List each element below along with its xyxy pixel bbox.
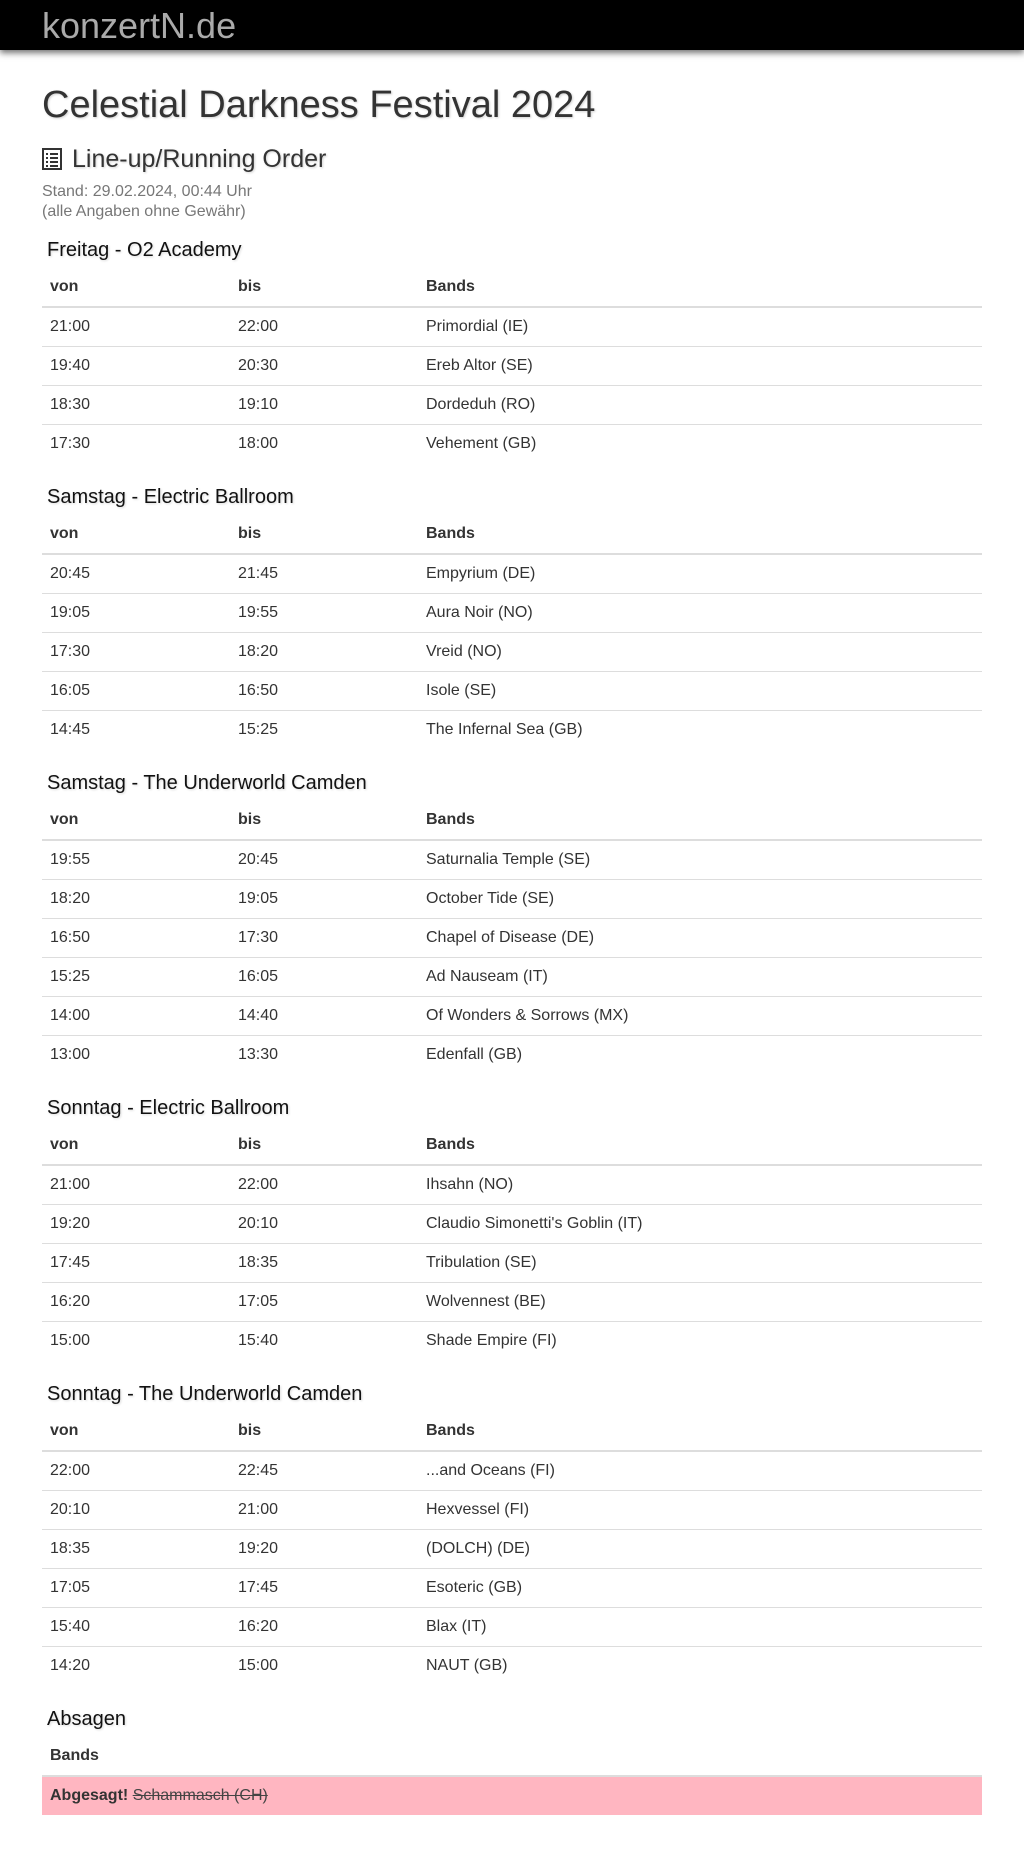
end-time: 14:40	[230, 997, 418, 1036]
cancellation-row	[42, 1776, 982, 1815]
column-header-von: von	[42, 801, 230, 840]
column-header-von: von	[42, 268, 230, 307]
end-time: 18:35	[230, 1244, 418, 1283]
band-name: Ad Nauseam (IT)	[418, 958, 982, 997]
start-time: 16:05	[42, 672, 230, 711]
table-row	[42, 1036, 982, 1075]
start-time: 18:20	[42, 880, 230, 919]
band-name: Ihsahn (NO)	[426, 1176, 514, 1193]
table-header-row	[42, 801, 982, 840]
site-header	[0, 0, 1024, 50]
band-name: Esoteric (GB)	[418, 1569, 982, 1608]
end-time: 20:10	[230, 1205, 418, 1244]
column-header-von: von	[42, 1126, 230, 1165]
band-name: Wolvennest (BE)	[418, 1283, 982, 1322]
table-row	[42, 997, 982, 1036]
table-row	[42, 1647, 982, 1686]
venue-title: Sonntag - The Underworld Camden	[47, 1383, 363, 1405]
band-name: Saturnalia Temple (SE)	[426, 851, 591, 868]
start-time: 14:45	[42, 711, 230, 750]
table-row	[42, 880, 982, 919]
site-brand-link[interactable]: konzertN.de	[42, 5, 237, 46]
column-header-von: von	[42, 1412, 230, 1451]
last-updated: Stand: 29.02.2024, 00:44 Uhr	[42, 183, 252, 200]
end-time: 16:05	[230, 958, 418, 997]
start-time: 16:50	[42, 919, 230, 958]
start-time: 21:00	[50, 318, 91, 335]
end-time: 22:00	[238, 1176, 279, 1193]
band-name: Shade Empire (FI)	[418, 1322, 982, 1361]
page-title: Celestial Darkness Festival 2024	[42, 84, 596, 126]
band-name: Empyrium (DE)	[426, 565, 536, 582]
table-row	[42, 1205, 982, 1244]
meta-info	[42, 182, 982, 222]
end-time: 15:00	[230, 1647, 418, 1686]
table-row	[42, 1530, 982, 1569]
cancellations-table	[42, 1737, 982, 1815]
end-time: 18:20	[230, 633, 418, 672]
end-time: 19:10	[230, 386, 418, 425]
table-header-row	[42, 268, 982, 307]
band-name: October Tide (SE)	[418, 880, 982, 919]
end-time: 22:00	[238, 318, 279, 335]
cancellations-title: Absagen	[47, 1708, 126, 1730]
table-row	[42, 711, 982, 750]
table-header-row	[42, 1412, 982, 1451]
table-row	[42, 425, 982, 464]
table-row	[42, 594, 982, 633]
venue-title: Samstag - Electric Ballroom	[47, 486, 294, 508]
schedule-table	[42, 1412, 982, 1685]
venue-list	[42, 236, 982, 1685]
column-header-bis: bis	[230, 1126, 418, 1165]
table-header-row	[42, 1126, 982, 1165]
table-row	[42, 958, 982, 997]
start-time: 17:30	[42, 633, 230, 672]
end-time: 17:45	[230, 1569, 418, 1608]
disclaimer: (alle Angaben ohne Gewähr)	[42, 203, 246, 220]
band-name: Blax (IT)	[418, 1608, 982, 1647]
end-time: 19:55	[230, 594, 418, 633]
table-header-row	[42, 515, 982, 554]
start-time: 17:30	[42, 425, 230, 464]
table-row	[42, 1322, 982, 1361]
end-time: 16:20	[230, 1608, 418, 1647]
band-name: Edenfall (GB)	[418, 1036, 982, 1075]
section-heading-label: Line-up/Running Order	[72, 145, 327, 173]
table-row	[42, 307, 982, 347]
start-time: 20:45	[50, 565, 91, 582]
band-name: NAUT (GB)	[418, 1647, 982, 1686]
cancelled-label: Abgesagt!	[50, 1787, 129, 1804]
end-time: 15:40	[230, 1322, 418, 1361]
venue-title: Samstag - The Underworld Camden	[47, 772, 367, 794]
start-time: 19:05	[42, 594, 230, 633]
band-name: (DOLCH) (DE)	[418, 1530, 982, 1569]
table-header-row	[42, 1737, 982, 1776]
end-time: 22:45	[238, 1462, 279, 1479]
band-name: Hexvessel (FI)	[418, 1491, 982, 1530]
start-time: 22:00	[50, 1462, 91, 1479]
band-name: Primordial (IE)	[426, 318, 529, 335]
venue-title: Freitag - O2 Academy	[47, 239, 242, 261]
band-name: Isole (SE)	[418, 672, 982, 711]
start-time: 18:35	[42, 1530, 230, 1569]
end-time: 13:30	[230, 1036, 418, 1075]
start-time: 15:40	[42, 1608, 230, 1647]
start-time: 16:20	[42, 1283, 230, 1322]
start-time: 18:30	[42, 386, 230, 425]
column-header-bands: Bands	[42, 1737, 982, 1776]
end-time: 18:00	[230, 425, 418, 464]
list-alt-icon	[42, 148, 62, 170]
band-name: ...and Oceans (FI)	[426, 1462, 555, 1479]
table-row	[42, 347, 982, 386]
band-name: Ereb Altor (SE)	[418, 347, 982, 386]
column-header-bands: Bands	[418, 1412, 982, 1451]
table-row	[42, 672, 982, 711]
start-time: 17:45	[42, 1244, 230, 1283]
start-time: 14:00	[42, 997, 230, 1036]
venue-title: Sonntag - Electric Ballroom	[47, 1097, 290, 1119]
schedule-table	[42, 515, 982, 749]
end-time: 19:20	[230, 1530, 418, 1569]
table-row	[42, 386, 982, 425]
schedule-table	[42, 268, 982, 463]
start-time: 19:55	[50, 851, 91, 868]
band-name: Aura Noir (NO)	[418, 594, 982, 633]
end-time: 15:25	[230, 711, 418, 750]
column-header-bis: bis	[230, 801, 418, 840]
end-time: 17:30	[230, 919, 418, 958]
start-time: 20:10	[42, 1491, 230, 1530]
table-row	[42, 1608, 982, 1647]
table-row	[42, 1569, 982, 1608]
column-header-bis: bis	[230, 515, 418, 554]
start-time: 19:20	[42, 1205, 230, 1244]
end-time: 21:45	[238, 565, 279, 582]
column-header-bands: Bands	[418, 801, 982, 840]
schedule-table	[42, 801, 982, 1074]
end-time: 16:50	[230, 672, 418, 711]
start-time: 13:00	[42, 1036, 230, 1075]
band-name: Claudio Simonetti's Goblin (IT)	[418, 1205, 982, 1244]
cancelled-band-name: Schammasch (CH)	[132, 1787, 268, 1804]
end-time: 20:30	[230, 347, 418, 386]
column-header-von: von	[42, 515, 230, 554]
end-time: 17:05	[230, 1283, 418, 1322]
table-row	[42, 840, 982, 880]
band-name: Vreid (NO)	[418, 633, 982, 672]
band-name: Of Wonders & Sorrows (MX)	[418, 997, 982, 1036]
end-time: 21:00	[230, 1491, 418, 1530]
end-time: 19:05	[230, 880, 418, 919]
start-time: 21:00	[50, 1176, 91, 1193]
start-time: 17:05	[42, 1569, 230, 1608]
column-header-bis: bis	[230, 268, 418, 307]
main-content	[0, 80, 1024, 1845]
table-row	[42, 633, 982, 672]
table-row	[42, 554, 982, 594]
column-header-bands: Bands	[418, 515, 982, 554]
section-heading	[42, 144, 982, 174]
table-row	[42, 1491, 982, 1530]
cancellation-cell	[42, 1776, 982, 1815]
band-name: Tribulation (SE)	[418, 1244, 982, 1283]
table-row	[42, 1451, 982, 1491]
band-name: Dordeduh (RO)	[418, 386, 982, 425]
column-header-bands: Bands	[418, 268, 982, 307]
table-row	[42, 919, 982, 958]
start-time: 14:20	[42, 1647, 230, 1686]
start-time: 15:00	[42, 1322, 230, 1361]
start-time: 19:40	[42, 347, 230, 386]
table-row	[42, 1244, 982, 1283]
band-name: The Infernal Sea (GB)	[418, 711, 982, 750]
start-time: 15:25	[42, 958, 230, 997]
end-time: 20:45	[238, 851, 279, 868]
band-name: Chapel of Disease (DE)	[418, 919, 982, 958]
band-name: Vehement (GB)	[418, 425, 982, 464]
table-row	[42, 1165, 982, 1205]
table-row	[42, 1283, 982, 1322]
column-header-bands: Bands	[418, 1126, 982, 1165]
schedule-table	[42, 1126, 982, 1360]
column-header-bis: bis	[230, 1412, 418, 1451]
